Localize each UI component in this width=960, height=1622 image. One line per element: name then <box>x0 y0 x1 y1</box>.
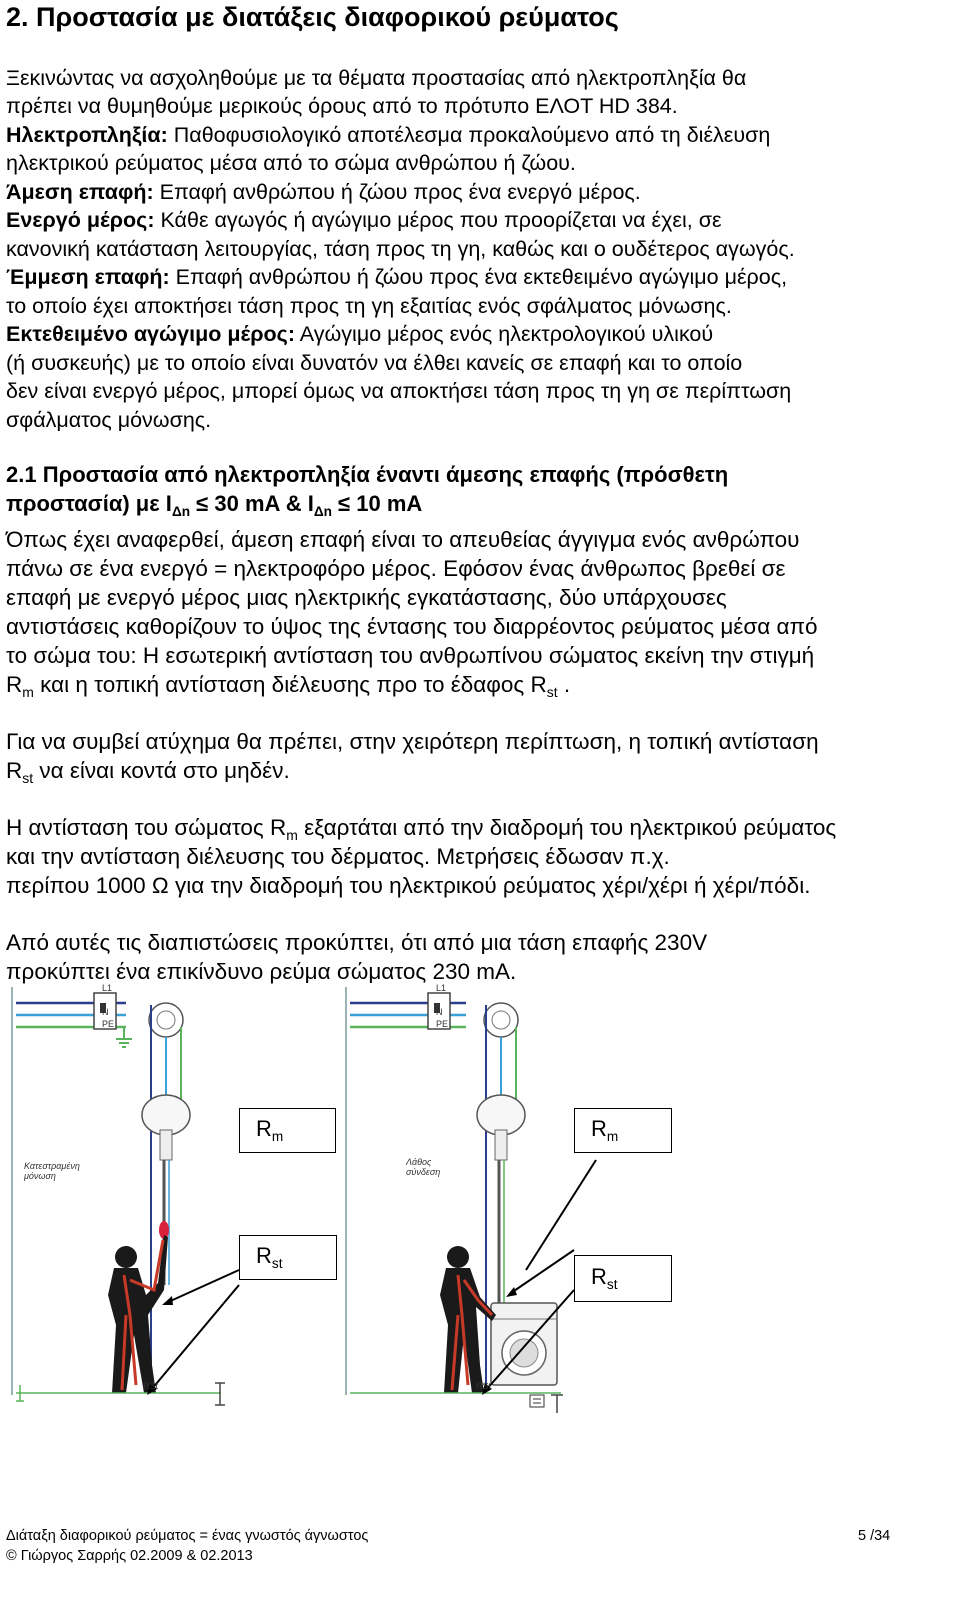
definition-term: Ενεργό μέρος: <box>6 208 155 232</box>
paragraph-line: Από αυτές τις διαπιστώσεις προκύπτει, ότι από μια τάση επαφής 230V <box>6 930 708 955</box>
subscript: st <box>271 1255 283 1271</box>
symbol: R <box>256 1243 272 1268</box>
paragraph-line: πάνω σε ένα ενεργό = ηλεκτροφόρο μέρος. Εφόσον ένας άνθρωπος βρεθεί σε <box>6 556 786 581</box>
paragraph-line: Για να συμβεί ατύχημα θα πρέπει, στην χειρότερη περίπτωση, η τοπική αντίσταση <box>6 729 819 754</box>
paragraph-text: εξαρτάται από την διαδρομή του ηλεκτρικού ρεύματος <box>297 815 837 840</box>
definition-term: Έμμεση επαφή: <box>6 265 170 289</box>
subscript: Δn <box>313 503 332 519</box>
paragraph-line <box>6 756 290 793</box>
paragraph-text: και η τοπική αντίσταση διέλευσης προ το έδαφος R <box>33 672 547 697</box>
definition-text: (ή συσκευής) με το οποίο είναι δυνατόν να έλθει κανείς σε επαφή και το οποίο <box>6 351 743 375</box>
page-number: 5 /34 <box>858 1528 891 1544</box>
subsection-title: 2.1 Προστασία από ηλεκτροπληξία έναντι άμεσης επαφής (πρόσθετη <box>6 462 729 487</box>
wire-label-l1: L1 <box>102 983 113 993</box>
subscript: m <box>271 1128 284 1144</box>
paragraph-text: . <box>557 672 571 697</box>
rst-label-box <box>574 1255 672 1302</box>
subscript: st <box>22 769 34 786</box>
definition-indirect-contact <box>6 263 787 292</box>
paragraph-line: Όπως έχει αναφερθεί, άμεση επαφή είναι το απευθείας άγγιγμα ενός ανθρώπου <box>6 527 800 552</box>
figure-drawing <box>6 985 946 1430</box>
wire-label-n: N <box>436 1007 443 1017</box>
definition-live-part <box>6 206 722 235</box>
definition-term: Ηλεκτροπληξία: <box>6 123 168 147</box>
footer-title: Διάταξη διαφορικού ρεύματος = ένας γνωστός άγνωστος <box>6 1528 369 1544</box>
paragraph-line: αντιστάσεις καθορίζουν το ύψος της έντασης του διαρρέοντος ρεύματος μέσα από <box>6 614 818 639</box>
intro-line: πρέπει να θυμηθούμε μερικούς όρους από το πρότυπο ΕΛΟΤ HD 384. <box>6 94 678 118</box>
symbol: R <box>591 1264 607 1289</box>
definition-term: Άμεση επαφή: <box>6 180 154 204</box>
definition-exposed-part <box>6 320 713 349</box>
symbol: R <box>591 1116 607 1141</box>
right-caption <box>406 1157 440 1177</box>
right-panel <box>346 987 596 1413</box>
wire-label-l1: L1 <box>436 983 447 993</box>
paragraph-line: επαφή με ενεργό μέρος μιας ηλεκτρικής εγκατάστασης, δύο υπάρχουσες <box>6 585 727 610</box>
subsection-text: ≤ 30 mA & I <box>190 491 314 516</box>
rst-label-box <box>239 1235 337 1280</box>
section-title: 2. Προστασία με διατάξεις διαφορικού ρεύματος <box>6 2 619 32</box>
left-caption <box>24 1161 80 1181</box>
subsection-text: προστασία) με I <box>6 491 172 516</box>
caption-line: Κατεστραμένη <box>24 1161 80 1171</box>
paragraph-line: και την αντίσταση διέλευσης του δέρματος. Μετρήσεις έδωσαν π.χ. <box>6 844 670 869</box>
caption-line: σύνδεση <box>406 1167 441 1177</box>
paragraph-line <box>6 670 570 707</box>
definition-text: ηλεκτρικού ρεύματος μέσα από το σώμα ανθρώπου ή ζώου. <box>6 151 576 175</box>
subscript: m <box>606 1128 619 1144</box>
subscript: st <box>606 1276 618 1292</box>
definition-text: Κάθε αγωγός ή αγώγιμο μέρος που προορίζεται να έχει, σε <box>154 208 722 232</box>
definition-term: Εκτεθειμένο αγώγιμο μέρος: <box>6 322 296 346</box>
symbol: R <box>6 758 23 783</box>
definition-text: κανονική κατάσταση λειτουργίας, τάση προς τη γη, καθώς και ο ουδέτερος αγωγός. <box>6 237 795 261</box>
subscript: Δn <box>171 503 191 519</box>
left-panel <box>12 987 239 1405</box>
electrocution-figure <box>6 985 946 1430</box>
definition-text: δεν είναι ενεργό μέρος, μπορεί όμως να αποκτήσει τάση προς τη γη σε περίπτωση <box>6 379 792 403</box>
rm-label-box <box>239 1108 336 1153</box>
paragraph-line: το σώμα του: Η εσωτερική αντίσταση του ανθρωπίνου σώματος εκείνη την στιγμή <box>6 643 815 668</box>
caption-line: μόνωση <box>24 1171 56 1181</box>
subscript: st <box>546 683 558 700</box>
definition-text: το οποίο έχει αποκτήσει τάση προς τη γη εξαιτίας ενός σφάλματος μόνωσης. <box>6 294 732 318</box>
symbol: R <box>6 672 23 697</box>
caption-line: Λάθος <box>406 1157 432 1167</box>
definition-text: Παθοφυσιολογικό αποτέλεσμα προκαλούμενο από τη διέλευση <box>167 123 771 147</box>
intro-line: Ξεκινώντας να ασχοληθούμε με τα θέματα προστασίας από ηλεκτροπληξία θα <box>6 66 747 90</box>
definition-electrocution <box>6 121 770 150</box>
footer-copyright: © Γιώργος Σαρρής 02.2009 & 02.2013 <box>6 1548 253 1564</box>
wire-label-pe: PE <box>102 1019 115 1029</box>
subsection-text: ≤ 10 mA <box>331 491 423 516</box>
paragraph-text: Η αντίσταση του σώματος R <box>6 815 287 840</box>
paragraph-line: περίπου 1000 Ω για την διαδρομή του ηλεκτρικού ρεύματος χέρι/χέρι ή χέρι/πόδι. <box>6 873 811 898</box>
right-person <box>440 1246 496 1393</box>
subscript: m <box>286 826 298 843</box>
subsection-title-line2 <box>6 489 422 526</box>
definition-text: Αγώγιμο μέρος ενός ηλεκτρολογικού υλικού <box>295 322 714 346</box>
subscript: m <box>22 683 34 700</box>
paragraph-text: να είναι κοντά στο μηδέν. <box>33 758 290 783</box>
wire-label-pe: PE <box>436 1019 449 1029</box>
ground-label: RSt <box>476 1381 492 1391</box>
symbol: R <box>256 1116 272 1141</box>
rm-label-box <box>574 1108 672 1153</box>
paragraph-line: προκύπτει ένα επικίνδυνο ρεύμα σώματος 230 mA. <box>6 959 517 984</box>
definition-text: Επαφή ανθρώπου ή ζώου προς ένα εκτεθειμένο αγώγιμο μέρος, <box>169 265 788 289</box>
ground-label: RSt <box>143 1381 159 1391</box>
definition-text: Επαφή ανθρώπου ή ζώου προς ένα ενεργό μέρος. <box>153 180 641 204</box>
left-person <box>108 1235 168 1393</box>
definition-text: σφάλματος μόνωσης. <box>6 408 212 432</box>
definition-direct-contact <box>6 178 641 207</box>
wire-label-n: N <box>102 1007 109 1017</box>
